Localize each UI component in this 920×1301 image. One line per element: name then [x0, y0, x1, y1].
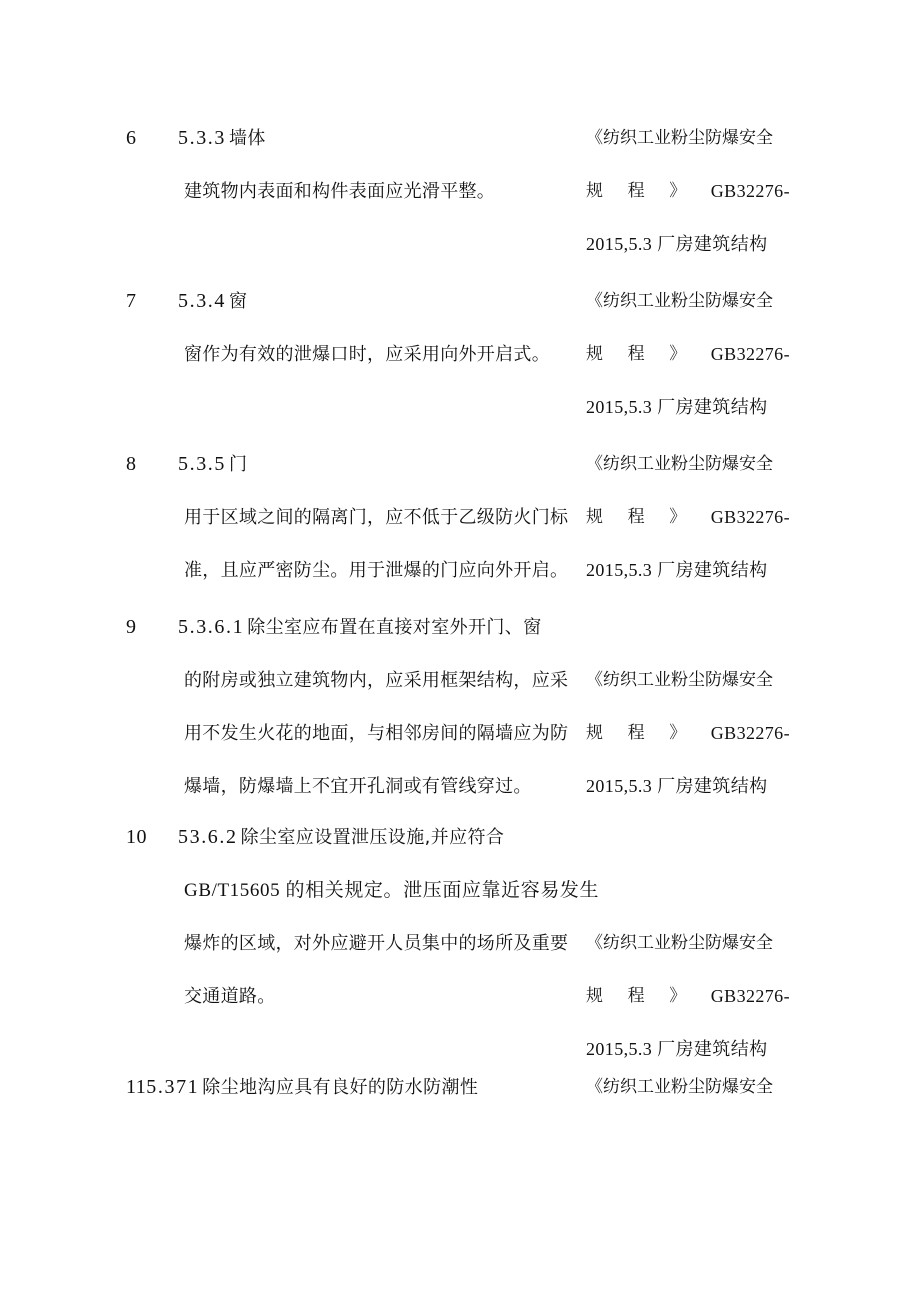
- reference-year-clause: 2015,5.3 厂房建筑结构: [586, 560, 768, 580]
- row-lead-line: [126, 1061, 546, 1114]
- reference-line-3: [586, 760, 790, 813]
- clause-body-line: 爆炸的区域，对外应避开人员集中的场所及重要: [184, 933, 569, 954]
- reference-line-2: [586, 165, 790, 218]
- clause-body-line: GB/T15605 的相关规定。泄压面应靠近容易发生: [184, 880, 600, 901]
- standard-reference-cell: [586, 654, 790, 813]
- reference-line-2: [586, 491, 790, 544]
- row-content-cell: [126, 112, 546, 218]
- reference-word-gui: 规: [586, 344, 603, 364]
- clause-number: 5.3.5: [178, 453, 226, 475]
- standard-reference-cell: [586, 438, 790, 597]
- clause-body-line: 建筑物内表面和构件表面应光滑平整。: [184, 181, 496, 202]
- reference-code: GB32276-: [710, 507, 790, 527]
- reference-line-2: [586, 707, 790, 760]
- reference-line-1: 《纺织工业粉尘防爆安全: [586, 933, 773, 953]
- clause-number: 5.3.6.1: [178, 616, 245, 638]
- row-lead-line: [126, 811, 546, 864]
- clause-title: 门: [229, 454, 248, 475]
- reference-year-clause: 2015,5.3 厂房建筑结构: [586, 1039, 768, 1059]
- clause-number: 53.6.2: [178, 826, 238, 848]
- reference-word-cheng: 程: [627, 181, 645, 201]
- reference-line-1: 《纺织工业粉尘防爆安全: [586, 128, 773, 148]
- row-number: 6: [126, 127, 137, 149]
- reference-year-clause: 2015,5.3 厂房建筑结构: [586, 397, 768, 417]
- clause-body-line: 准，且应严密防尘。用于泄爆的门应向外开启。: [184, 560, 569, 581]
- row-number: 11: [126, 1076, 147, 1098]
- clause-body-line: 用于区域之间的隔离门，应不低于乙级防火门标: [184, 507, 569, 528]
- reference-line-2: [586, 328, 790, 381]
- clause-body-line: 窗作为有效的泄爆口时，应采用向外开启式。: [184, 344, 550, 365]
- standard-reference-cell: [586, 917, 790, 1076]
- row-content-cell: [126, 438, 569, 597]
- clause-title: 除尘室应设置泄压设施,并应符合: [240, 827, 505, 848]
- reference-word-cheng: 程: [627, 507, 645, 527]
- clause-title: 除尘地沟应具有良好的防水防潮性: [202, 1077, 479, 1098]
- reference-code: GB32276-: [710, 723, 790, 743]
- clause-title: 窗: [229, 291, 248, 312]
- row-number: 10: [126, 826, 147, 848]
- row-lead-line: [126, 438, 546, 491]
- standard-reference-cell: [586, 275, 790, 434]
- reference-word-gui: 规: [586, 723, 603, 743]
- row-lead-line: [126, 601, 546, 654]
- row-number: 7: [126, 290, 137, 312]
- row-lead-line: [126, 112, 546, 165]
- row-number: 8: [126, 453, 137, 475]
- reference-word-cheng: 程: [627, 986, 645, 1006]
- reference-line-1: 《纺织工业粉尘防爆安全: [586, 1077, 773, 1097]
- clause-number: 5.3.3: [178, 127, 226, 149]
- reference-close-bracket: 》: [669, 723, 687, 743]
- reference-code: GB32276-: [710, 344, 790, 364]
- reference-line-1: 《纺织工业粉尘防爆安全: [586, 454, 773, 474]
- standard-reference-cell: [586, 112, 790, 271]
- clause-title: 墙体: [229, 128, 266, 149]
- reference-year-clause: 2015,5.3 厂房建筑结构: [586, 776, 768, 796]
- reference-line-3: [586, 381, 790, 434]
- clause-body-line: 交通道路。: [184, 986, 276, 1007]
- clause-title: 除尘室应布置在直接对室外开门、窗: [247, 617, 542, 638]
- reference-code: GB32276-: [710, 986, 790, 1006]
- clause-number: 5.3.4: [178, 290, 226, 312]
- reference-line-3: [586, 544, 790, 597]
- row-content-cell: [126, 811, 600, 1023]
- clause-body-line: 爆墙，防爆墙上不宜开孔洞或有管线穿过。: [184, 776, 532, 797]
- reference-close-bracket: 》: [669, 507, 687, 527]
- clause-body-line: 用不发生火花的地面，与相邻房间的隔墙应为防: [184, 723, 569, 744]
- reference-line-3: [586, 218, 790, 271]
- reference-close-bracket: 》: [669, 986, 687, 1006]
- clause-number: 5.371: [146, 1076, 200, 1098]
- reference-year-clause: 2015,5.3 厂房建筑结构: [586, 234, 768, 254]
- reference-word-gui: 规: [586, 986, 603, 1006]
- row-content-cell: [126, 1061, 546, 1114]
- reference-line-1: 《纺织工业粉尘防爆安全: [586, 291, 773, 311]
- reference-word-cheng: 程: [627, 723, 645, 743]
- reference-code: GB32276-: [710, 181, 790, 201]
- standard-reference-cell: [586, 1061, 790, 1114]
- row-content-cell: [126, 275, 550, 381]
- reference-close-bracket: 》: [669, 344, 687, 364]
- row-content-cell: [126, 601, 569, 813]
- reference-line-2: [586, 970, 790, 1023]
- reference-word-gui: 规: [586, 507, 603, 527]
- reference-close-bracket: 》: [669, 181, 687, 201]
- reference-word-gui: 规: [586, 181, 603, 201]
- reference-line-1: 《纺织工业粉尘防爆安全: [586, 670, 773, 690]
- row-lead-line: [126, 275, 546, 328]
- row-number: 9: [126, 616, 137, 638]
- clause-body-line: 的附房或独立建筑物内，应采用框架结构，应采: [184, 670, 569, 691]
- reference-word-cheng: 程: [627, 344, 645, 364]
